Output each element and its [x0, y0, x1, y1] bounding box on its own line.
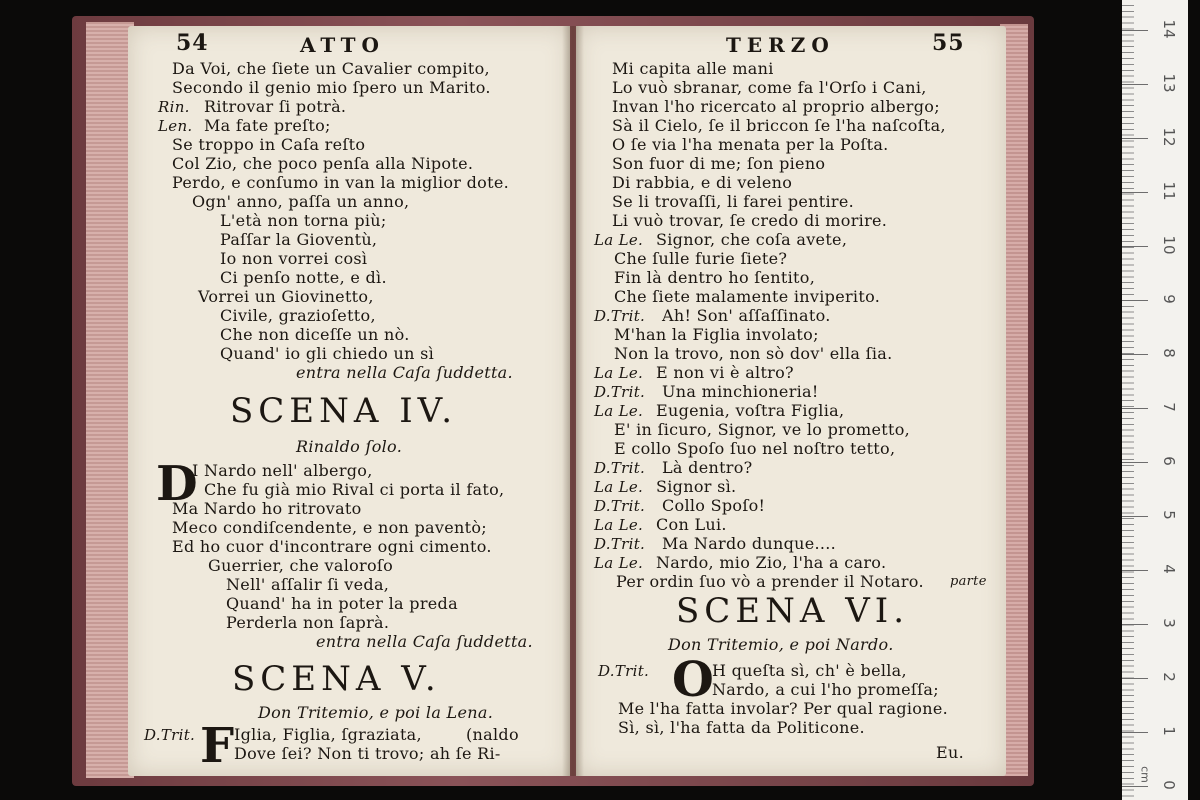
text-line: E non vi è altro? — [656, 363, 794, 382]
text-line: Nardo, a cui l'ho promeſſa; — [712, 680, 939, 699]
text-line: Che fu già mio Rival ci porta il fato, — [204, 480, 505, 499]
text-line: Nell' aſſalir ſi veda, — [226, 575, 390, 594]
text-line: Perderla non ſaprà. — [226, 613, 390, 632]
ruler-label: 14 — [1160, 19, 1178, 39]
speaker-label: D.Trit. — [144, 726, 196, 744]
text-line: M'han la Figlia involato; — [614, 325, 819, 344]
text-line: Col Zio, che poco penſa alla Nipote. — [172, 154, 474, 173]
ruler-tick — [1122, 462, 1148, 463]
ruler-label: 11 — [1160, 181, 1178, 201]
ruler-label: 0 — [1160, 780, 1178, 790]
text-line: Da Voi, che ſiete un Cavalier compito, — [172, 59, 490, 78]
text-line: Son fuor di me; ſon pieno — [612, 154, 826, 173]
ruler-label: 8 — [1160, 348, 1178, 358]
running-head: TERZO — [726, 33, 835, 57]
text-line: Li vuò trovar, ſe credo di morire. — [612, 211, 888, 230]
ruler-tick — [1122, 246, 1148, 247]
page-number: 54 — [176, 30, 209, 56]
text-line: Meco condiſcendente, e non paventò; — [172, 518, 487, 537]
text-line: Perdo, e conſumo in van la miglior dote. — [172, 173, 509, 192]
text-line: Se li trovaſſi, li farei pentire. — [612, 192, 855, 211]
speaker-label: La Le. — [594, 231, 644, 249]
speaker-label: D.Trit. — [598, 662, 650, 680]
text-line: Una minchioneria! — [662, 382, 819, 401]
text-line: Nardo, mio Zio, l'ha a caro. — [656, 553, 887, 572]
drop-capital: F — [200, 718, 235, 774]
ruler-tick — [1122, 84, 1148, 85]
text-line: Fin là dentro ho ſentito, — [614, 268, 816, 287]
text-line: Ci penſo notte, e dì. — [220, 268, 387, 287]
text-line: Lo vuò sbranar, come fa l'Orſo i Cani, — [612, 78, 927, 97]
text-line: Ritrovar ſi potrà. — [204, 97, 347, 116]
text-line: Dove ſei? Non ti trovo; ah ſe Ri- — [234, 744, 501, 763]
scene-subtitle: Don Tritemio, e poi Nardo. — [668, 635, 894, 654]
ruler-label: 3 — [1160, 618, 1178, 628]
speaker-label: D.Trit. — [594, 383, 646, 401]
text-line: Ed ho cuor d'incontrare ogni cimento. — [172, 537, 492, 556]
text-line: Per ordin ſuo vò a prender il Notaro. — [616, 572, 924, 591]
right-page — [576, 26, 1006, 776]
ruler-label: 10 — [1160, 235, 1178, 255]
text-line: I Nardo nell' albergo, — [192, 461, 373, 480]
text-line: Civile, grazioſetto, — [220, 306, 376, 325]
speaker-label: La Le. — [594, 478, 644, 496]
ruler-tick — [1122, 678, 1148, 679]
running-head: ATTO — [300, 33, 385, 57]
catchword: Eu. — [936, 743, 964, 762]
ruler-tick — [1122, 516, 1148, 517]
drop-capital: O — [672, 652, 715, 708]
text-line: Non la trovo, non sò dov' ella ſia. — [614, 344, 893, 363]
text-line: Se troppo in Caſa reſto — [172, 135, 366, 154]
text-line: Io non vorrei così — [220, 249, 368, 268]
text-line: E' in ſicuro, Signor, ve lo prometto, — [614, 420, 911, 439]
exit-mark: parte — [950, 574, 987, 589]
ruler-label: 6 — [1160, 456, 1178, 466]
text-line: Secondo il genio mio ſpero un Marito. — [172, 78, 491, 97]
page-number: 55 — [932, 30, 965, 56]
ruler-tick — [1122, 732, 1148, 733]
text-line: Là dentro? — [662, 458, 753, 477]
text-line: Signor sì. — [656, 477, 737, 496]
stage-direction: entra nella Caſa ſuddetta. — [316, 632, 533, 651]
speaker-label: D.Trit. — [594, 459, 646, 477]
scene-heading: SCENA IV. — [230, 391, 458, 431]
ruler-tick — [1122, 408, 1148, 409]
text-line: Invan l'ho ricercato al proprio albergo; — [612, 97, 940, 116]
text-line: L'età non torna più; — [220, 211, 387, 230]
text-line: Iglia, Figlia, ſgraziata, — [234, 725, 422, 744]
ruler-label: 4 — [1160, 564, 1178, 574]
text-line: Che ſulle furie ſiete? — [614, 249, 788, 268]
text-line: Ma Nardo dunque.... — [662, 534, 837, 553]
text-line: O ſe via l'ha menata per la Poſta. — [612, 135, 889, 154]
text-line: Ma Nardo ho ritrovato — [172, 499, 362, 518]
text-line: Che non diceſſe un nò. — [220, 325, 410, 344]
ruler-label: 1 — [1160, 726, 1178, 736]
speaker-label: Rin. — [158, 98, 190, 116]
text-line: Quand' ha in poter la preda — [226, 594, 458, 613]
ruler-label: 9 — [1160, 294, 1178, 304]
text-line: Sì, sì, l'ha fatta da Politicone. — [618, 718, 865, 737]
speaker-label: La Le. — [594, 554, 644, 572]
speaker-label: La Le. — [594, 364, 644, 382]
text-line: Sà il Cielo, ſe il briccon ſe l'ha naſcoſta, — [612, 116, 946, 135]
ruler-unit: cm — [1138, 766, 1152, 783]
speaker-label: D.Trit. — [594, 497, 646, 515]
scene-heading: SCENA V. — [232, 659, 441, 699]
scene-heading: SCENA VI. — [676, 591, 910, 631]
book-gutter — [562, 26, 584, 776]
measuring-ruler — [1122, 0, 1188, 800]
text-line: Con Lui. — [656, 515, 727, 534]
speaker-label: D.Trit. — [594, 535, 646, 553]
text-line: Vorrei un Giovinetto, — [198, 287, 374, 306]
ruler-tick — [1122, 192, 1148, 193]
text-line: Mi capita alle mani — [612, 59, 774, 78]
text-line: (naldo — [466, 725, 519, 744]
ruler-label: 7 — [1160, 402, 1178, 412]
stage-direction: entra nella Caſa ſuddetta. — [296, 363, 513, 382]
ruler-label: 12 — [1160, 127, 1178, 147]
text-line: Quand' io gli chiedo un sì — [220, 344, 435, 363]
page-edges-left — [86, 22, 134, 778]
text-line: Ogn' anno, paſſa un anno, — [192, 192, 410, 211]
ruler-tick — [1122, 624, 1148, 625]
text-line: Collo Spoſo! — [662, 496, 766, 515]
drop-capital: D — [156, 456, 198, 512]
text-line: H queſta sì, ch' è bella, — [712, 661, 907, 680]
speaker-label: La Le. — [594, 402, 644, 420]
speaker-label: D.Trit. — [594, 307, 646, 325]
text-line: Me l'ha fatta involar? Per qual ragione. — [618, 699, 948, 718]
ruler-label: 5 — [1160, 510, 1178, 520]
text-line: Ma fate preſto; — [204, 116, 331, 135]
ruler-tick — [1122, 300, 1148, 301]
scene-subtitle: Rinaldo ſolo. — [296, 437, 403, 456]
text-line: Ah! Son' aſſaſſinato. — [662, 306, 831, 325]
ruler-tick — [1122, 138, 1148, 139]
ruler-tick — [1122, 354, 1148, 355]
speaker-label: La Le. — [594, 516, 644, 534]
ruler-label: 2 — [1160, 672, 1178, 682]
text-line: Di rabbia, e di veleno — [612, 173, 793, 192]
text-line: Eugenia, voſtra Figlia, — [656, 401, 845, 420]
text-line: Paſſar la Gioventù, — [220, 230, 378, 249]
text-line: Che ſiete malamente inviperito. — [614, 287, 881, 306]
scene-subtitle: Don Tritemio, e poi la Lena. — [258, 703, 494, 722]
left-page — [128, 26, 570, 776]
text-line: Guerrier, che valoroſo — [208, 556, 394, 575]
ruler-tick — [1122, 570, 1148, 571]
text-line: Signor, che coſa avete, — [656, 230, 848, 249]
text-line: E collo Spoſo ſuo nel noſtro tetto, — [614, 439, 896, 458]
speaker-label: Len. — [158, 117, 193, 135]
ruler-tick — [1122, 30, 1148, 31]
ruler-label: 13 — [1160, 73, 1178, 93]
